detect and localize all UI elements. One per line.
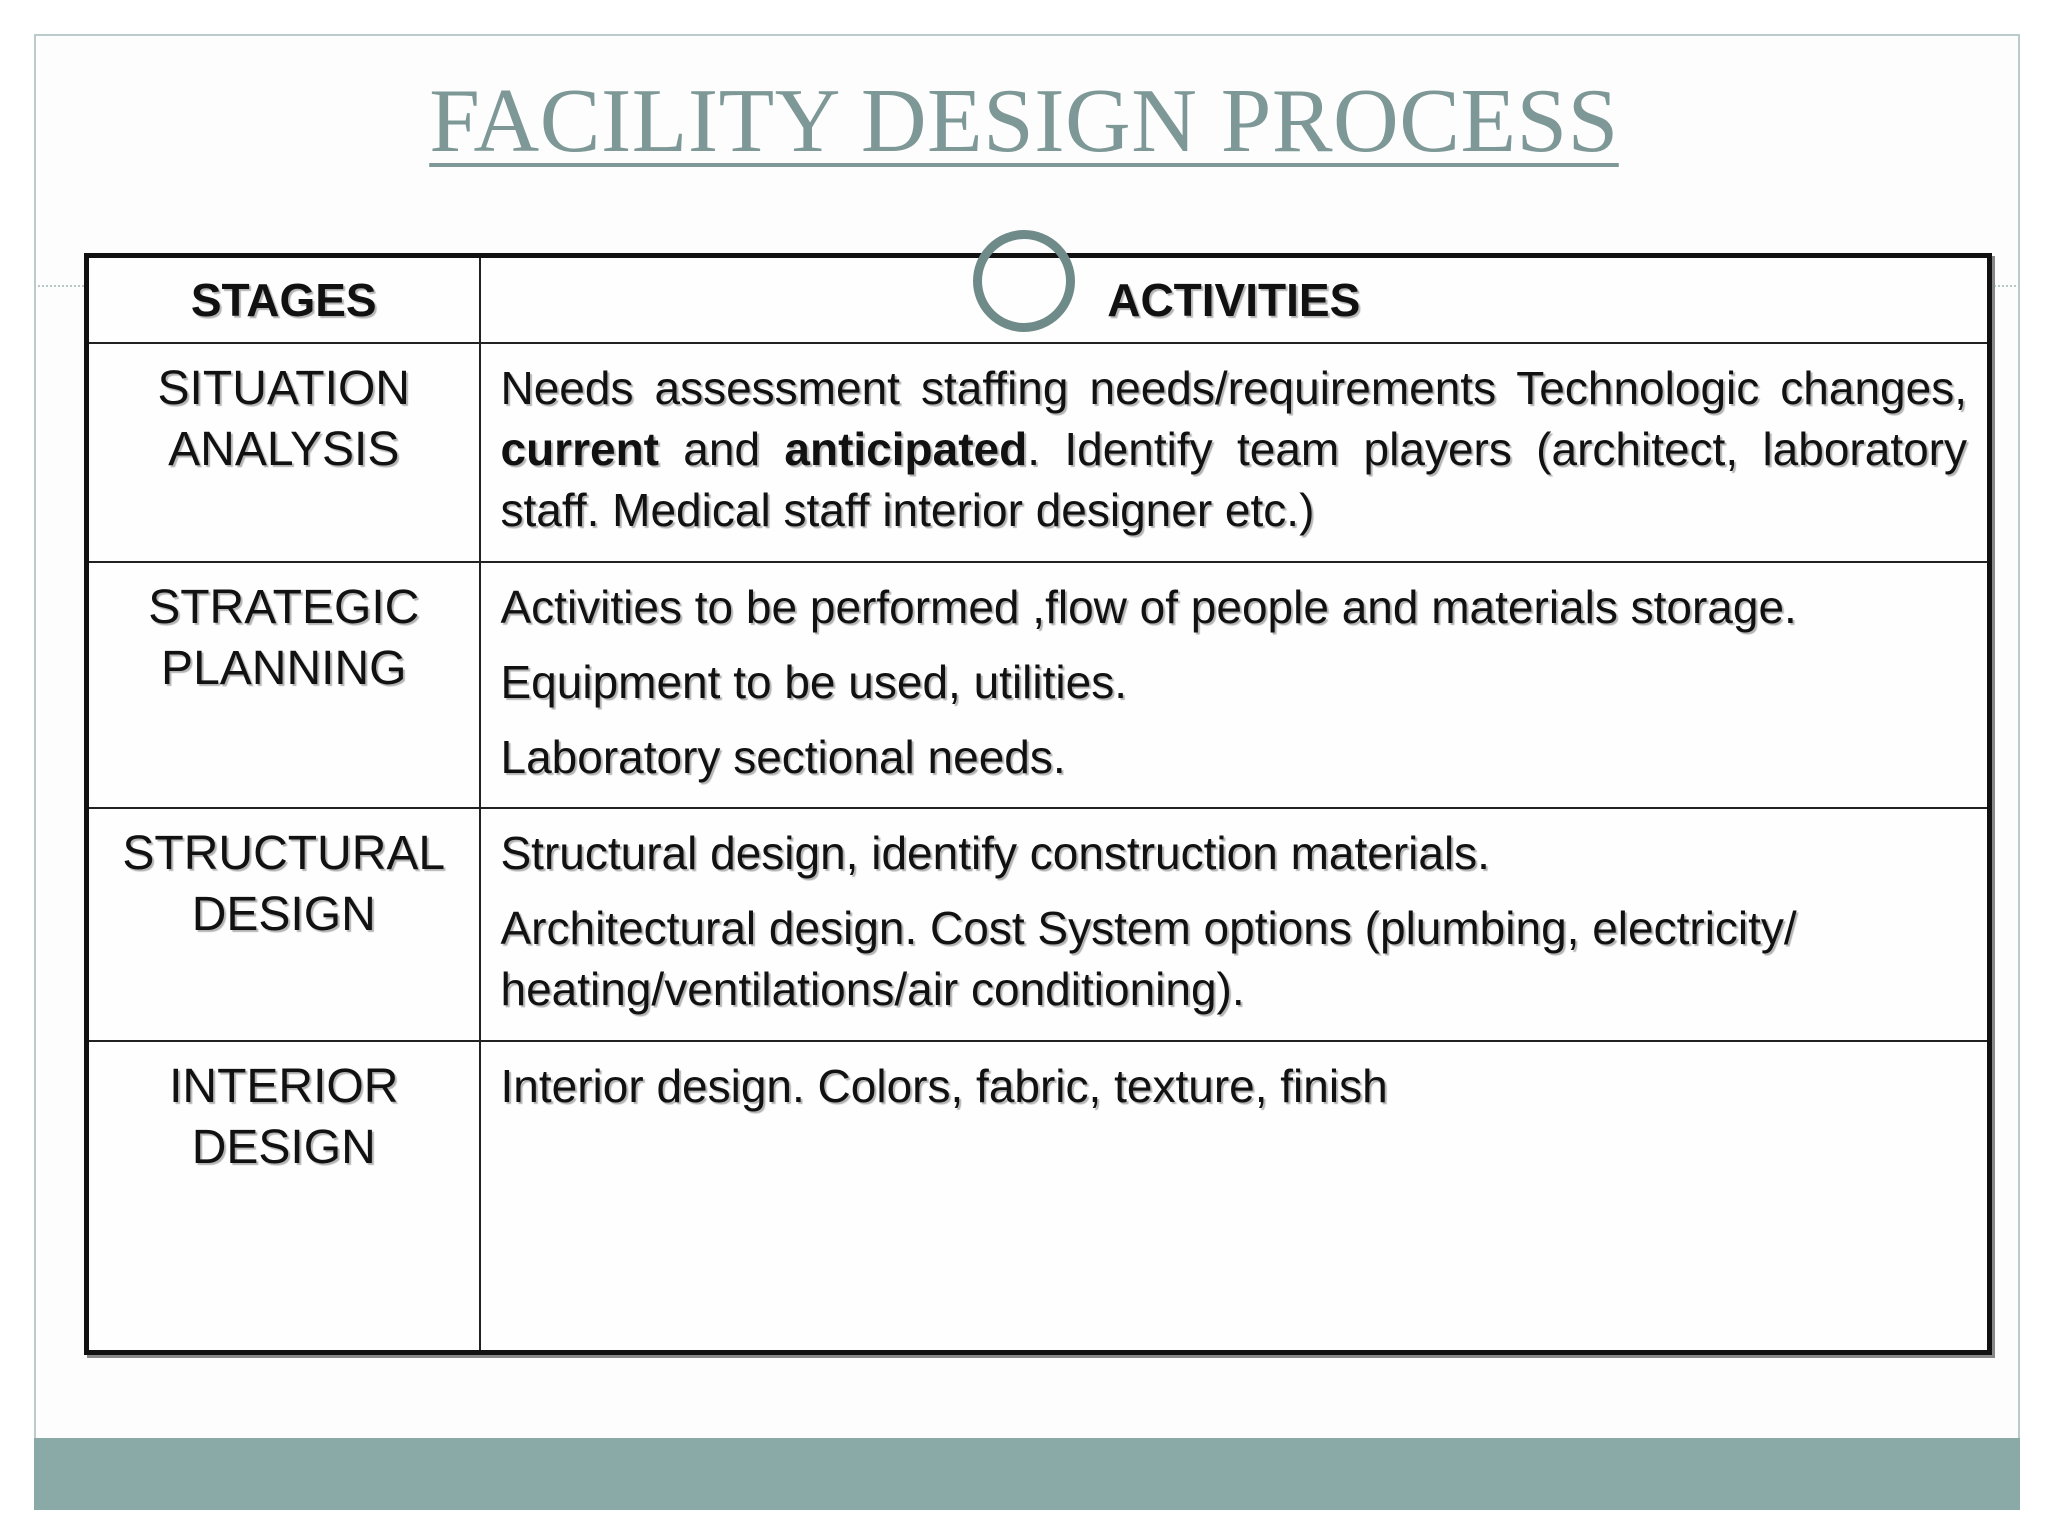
activity-text: Needs assessment staffing needs/requirements Technologic changes, current and anticipated. Identify team players (architect, laboratory staff. Medical staff interior designer etc.) bbox=[500, 362, 1967, 537]
activity-text: Activities to be performed ,flow of people and materials storage. bbox=[500, 581, 1797, 634]
table-row bbox=[87, 1041, 1990, 1352]
activity-text: Interior design. Colors, fabric, texture, finish bbox=[500, 1060, 1388, 1113]
activities-cell bbox=[480, 343, 1990, 562]
table-row bbox=[87, 808, 1990, 1041]
stage-cell bbox=[87, 562, 480, 808]
stage-name: STRUCTURAL bbox=[122, 827, 446, 881]
ring-ornament-icon bbox=[973, 230, 1075, 332]
stage-cell bbox=[87, 1041, 480, 1352]
activities-cell bbox=[480, 1041, 1990, 1352]
activity-text: Equipment to be used, utilities. bbox=[500, 656, 1127, 709]
stage-cell bbox=[87, 343, 480, 562]
stage-cell bbox=[87, 808, 480, 1041]
stage-name: INTERIOR bbox=[169, 1060, 399, 1114]
activity-text: Structural design, identify construction materials. bbox=[500, 827, 1490, 880]
stage-name: DESIGN bbox=[191, 1121, 376, 1175]
stage-name: DESIGN bbox=[191, 888, 376, 942]
activities-cell bbox=[480, 808, 1990, 1041]
table-row bbox=[87, 343, 1990, 562]
footer-band bbox=[34, 1438, 2020, 1510]
slide-title: FACILITY DESIGN PROCESS bbox=[429, 70, 1619, 171]
stage-name: STRATEGIC bbox=[148, 581, 420, 635]
stages-column-header: STAGES bbox=[87, 256, 480, 344]
table-row bbox=[87, 562, 1990, 808]
activities-cell bbox=[480, 562, 1990, 808]
activity-text: Architectural design. Cost System options (plumbing, electricity/ heating/ventilations/air conditioning). bbox=[500, 902, 1797, 1016]
stage-name: ANALYSIS bbox=[168, 423, 400, 477]
facility-design-table bbox=[84, 253, 1992, 1355]
stage-name: SITUATION bbox=[157, 362, 410, 416]
emphasis-current: current bbox=[500, 423, 659, 476]
activity-text: Laboratory sectional needs. bbox=[500, 731, 1066, 784]
stage-name: PLANNING bbox=[161, 642, 407, 696]
activities-column-header: ACTIVITIES bbox=[480, 256, 1990, 344]
emphasis-anticipated: anticipated bbox=[784, 423, 1028, 476]
